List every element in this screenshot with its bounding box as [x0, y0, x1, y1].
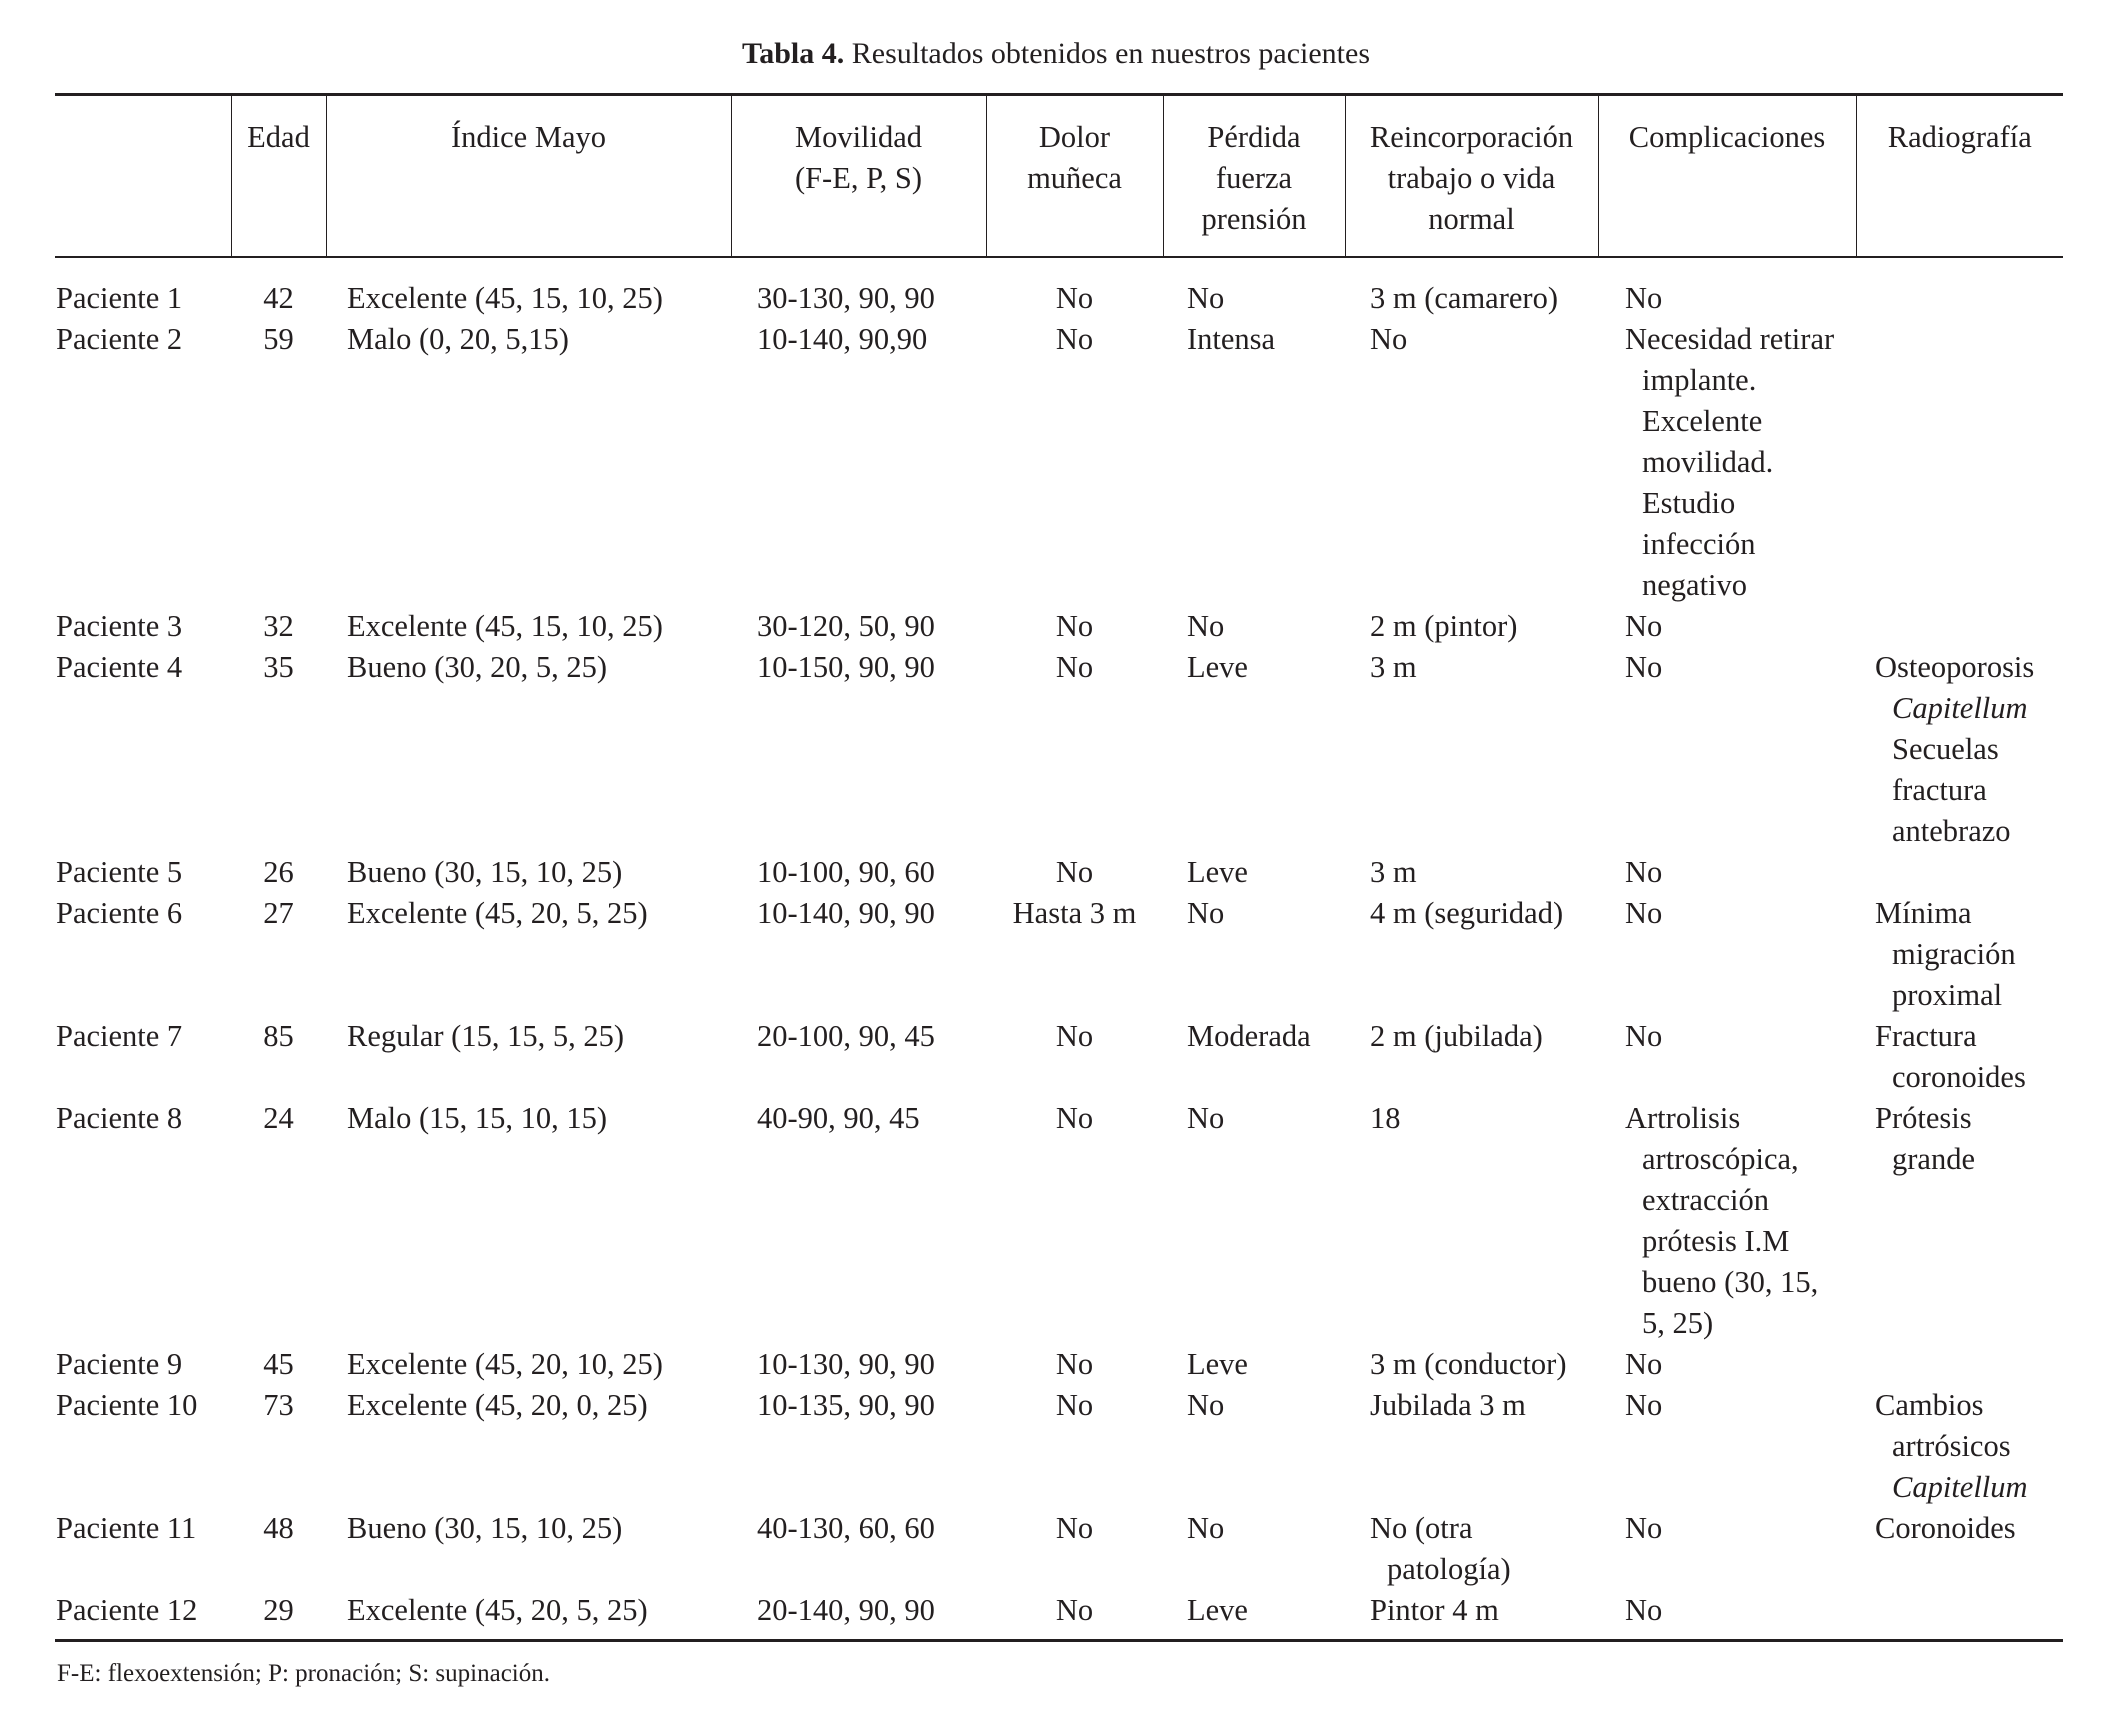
cell-line: 3 m (camarero)	[1370, 281, 1558, 315]
cell-dolor: No	[1055, 1101, 1094, 1135]
cell-line: 2 m (pintor)	[1370, 609, 1518, 643]
cell-line: Jubilada 3 m	[1370, 1388, 1526, 1422]
header-line: Edad	[247, 120, 310, 154]
table-row	[55, 647, 2063, 852]
cell-line: Pintor 4 m	[1370, 1593, 1499, 1627]
cell-edad: 27	[263, 896, 294, 930]
caption-text: Resultados obtenidos en nuestros pacientes	[851, 37, 1370, 70]
cell-movilidad: 10-140, 90, 90	[757, 896, 935, 930]
cell-line: 3 m	[1370, 855, 1417, 889]
cell-reincorporacion	[1345, 1590, 1598, 1641]
cell-line: negativo	[1642, 568, 1748, 602]
cell-indice-mayo: Bueno (30, 15, 10, 25)	[347, 855, 623, 889]
cell-line: No	[1625, 1511, 1663, 1545]
cell-fuerza: Leve	[1187, 650, 1248, 684]
cell-complicaciones	[1598, 1098, 1856, 1344]
cell-fuerza: No	[1187, 896, 1225, 930]
cell-line: Artrolisis	[1625, 1101, 1741, 1135]
header-radiografia	[1856, 95, 2063, 258]
cell-edad: 73	[263, 1388, 294, 1422]
table-row	[55, 1344, 2063, 1385]
header-movilidad	[731, 95, 986, 258]
header-line: Radiografía	[1887, 120, 2032, 154]
header-line: Reincorporación	[1369, 120, 1574, 154]
cell-indice-mayo: Excelente (45, 15, 10, 25)	[347, 609, 663, 643]
table-row	[55, 606, 2063, 647]
cell-line: Necesidad retirar	[1625, 322, 1835, 356]
cell-dolor: No	[1055, 1511, 1094, 1545]
cell-line: No (otra	[1370, 1511, 1473, 1545]
cell-edad: 45	[263, 1347, 294, 1381]
cell-paciente: Paciente 11	[56, 1511, 197, 1545]
cell-line: Capitellum	[1892, 691, 2028, 725]
cell-edad: 32	[263, 609, 294, 643]
cell-reincorporacion	[1345, 1344, 1598, 1385]
cell-radiografia	[1856, 1016, 2063, 1098]
cell-fuerza: No	[1187, 281, 1225, 315]
cell-line: artroscópica,	[1642, 1142, 1799, 1176]
cell-paciente: Paciente 4	[56, 650, 183, 684]
cell-movilidad: 20-100, 90, 45	[757, 1019, 935, 1053]
table-row	[55, 893, 2063, 1016]
cell-paciente: Paciente 12	[56, 1593, 198, 1627]
cell-paciente: Paciente 5	[56, 855, 183, 889]
cell-line: No	[1370, 322, 1408, 356]
cell-line: No	[1625, 1347, 1663, 1381]
table-footnote: F-E: flexoextensión; P: pronación; S: supinación.	[57, 1660, 550, 1687]
cell-fuerza: Moderada	[1187, 1019, 1311, 1053]
cell-dolor: No	[1055, 1593, 1094, 1627]
cell-line: prótesis I.M	[1642, 1224, 1790, 1258]
cell-indice-mayo: Excelente (45, 20, 10, 25)	[347, 1347, 663, 1381]
cell-line: No	[1625, 855, 1663, 889]
cell-dolor: No	[1055, 1347, 1094, 1381]
header-line: trabajo o vida	[1387, 161, 1556, 195]
table-row	[55, 1016, 2063, 1098]
cell-complicaciones	[1598, 893, 1856, 1016]
cell-line: Capitellum	[1892, 1470, 2028, 1504]
table-row	[55, 319, 2063, 606]
cell-reincorporacion	[1345, 1385, 1598, 1508]
table-caption	[0, 34, 2112, 74]
cell-line: Estudio	[1642, 486, 1736, 520]
cell-fuerza: No	[1187, 609, 1225, 643]
cell-complicaciones	[1598, 606, 1856, 647]
cell-line: No	[1625, 1593, 1663, 1627]
cell-line: 3 m (conductor)	[1370, 1347, 1567, 1381]
cell-indice-mayo: Regular (15, 15, 5, 25)	[347, 1019, 624, 1053]
results-table	[55, 93, 2063, 1642]
cell-reincorporacion	[1345, 647, 1598, 852]
cell-reincorporacion	[1345, 319, 1598, 606]
header-edad	[231, 95, 326, 258]
cell-radiografia	[1856, 606, 2063, 647]
cell-line: No	[1625, 609, 1663, 643]
cell-paciente: Paciente 6	[56, 896, 183, 930]
header-reincorporacion	[1345, 95, 1598, 258]
cell-movilidad: 30-120, 50, 90	[757, 609, 935, 643]
cell-movilidad: 40-130, 60, 60	[757, 1511, 935, 1545]
cell-radiografia	[1856, 893, 2063, 1016]
cell-line: Fractura	[1875, 1019, 1977, 1053]
cell-line: infección	[1642, 527, 1756, 561]
cell-line: No	[1625, 896, 1663, 930]
table-row	[55, 1385, 2063, 1508]
cell-fuerza: No	[1187, 1388, 1225, 1422]
cell-movilidad: 10-150, 90, 90	[757, 650, 935, 684]
cell-fuerza: Leve	[1187, 855, 1248, 889]
cell-paciente: Paciente 7	[56, 1019, 183, 1053]
cell-line: artrósicos	[1892, 1429, 2011, 1463]
cell-line: Secuelas	[1892, 732, 1999, 766]
cell-fuerza: No	[1187, 1101, 1225, 1135]
cell-line: grande	[1892, 1142, 1975, 1176]
cell-line: patología)	[1387, 1552, 1511, 1586]
header-line: muñeca	[1027, 161, 1122, 195]
cell-paciente: Paciente 1	[56, 281, 183, 315]
table-row	[55, 1098, 2063, 1344]
cell-movilidad: 10-135, 90, 90	[757, 1388, 935, 1422]
cell-reincorporacion	[1345, 1098, 1598, 1344]
cell-line: No	[1625, 281, 1663, 315]
cell-indice-mayo: Excelente (45, 20, 5, 25)	[347, 896, 648, 930]
header-line: Pérdida	[1207, 120, 1301, 154]
cell-line: extracción	[1642, 1183, 1770, 1217]
header-complicaciones	[1598, 95, 1856, 258]
cell-fuerza: Leve	[1187, 1593, 1248, 1627]
header-line: Índice Mayo	[451, 120, 606, 154]
cell-line: bueno (30, 15,	[1642, 1265, 1819, 1299]
cell-complicaciones	[1598, 1344, 1856, 1385]
cell-line: No	[1625, 1019, 1663, 1053]
cell-reincorporacion	[1345, 1016, 1598, 1098]
table-body	[55, 257, 2063, 1641]
table-row	[55, 1590, 2063, 1641]
cell-radiografia	[1856, 1098, 2063, 1344]
cell-indice-mayo: Excelente (45, 15, 10, 25)	[347, 281, 663, 315]
cell-line: migración	[1892, 937, 2016, 971]
cell-indice-mayo: Malo (0, 20, 5,15)	[347, 322, 569, 356]
cell-indice-mayo: Excelente (45, 20, 0, 25)	[347, 1388, 648, 1422]
cell-line: Excelente	[1642, 404, 1763, 438]
caption-label: Tabla 4.	[741, 37, 845, 70]
header-line: fuerza	[1215, 161, 1293, 195]
table-row	[55, 852, 2063, 893]
cell-reincorporacion	[1345, 606, 1598, 647]
cell-complicaciones	[1598, 1590, 1856, 1641]
cell-dolor: No	[1055, 609, 1094, 643]
cell-line: Cambios	[1875, 1388, 1984, 1422]
header-line: prensión	[1201, 202, 1307, 236]
cell-indice-mayo: Excelente (45, 20, 5, 25)	[347, 1593, 648, 1627]
cell-line: 2 m (jubilada)	[1370, 1019, 1543, 1053]
cell-edad: 35	[263, 650, 294, 684]
table-row	[55, 1508, 2063, 1590]
cell-reincorporacion	[1345, 257, 1598, 319]
cell-line: Coronoides	[1875, 1511, 2016, 1545]
cell-complicaciones	[1598, 319, 1856, 606]
cell-radiografia	[1856, 1385, 2063, 1508]
cell-movilidad: 10-100, 90, 60	[757, 855, 935, 889]
cell-radiografia	[1856, 257, 2063, 319]
cell-reincorporacion	[1345, 893, 1598, 1016]
cell-fuerza: Intensa	[1187, 322, 1276, 356]
cell-fuerza: No	[1187, 1511, 1225, 1545]
cell-paciente: Paciente 10	[56, 1388, 198, 1422]
cell-radiografia	[1856, 1344, 2063, 1385]
cell-line: No	[1625, 650, 1663, 684]
cell-line: implante.	[1642, 363, 1757, 397]
cell-movilidad: 30-130, 90, 90	[757, 281, 935, 315]
header-row	[55, 95, 2063, 258]
header-line: Complicaciones	[1628, 120, 1826, 154]
header-patient	[55, 95, 231, 258]
cell-radiografia	[1856, 319, 2063, 606]
cell-movilidad: 10-130, 90, 90	[757, 1347, 935, 1381]
cell-fuerza: Leve	[1187, 1347, 1248, 1381]
cell-edad: 26	[263, 855, 294, 889]
cell-dolor: No	[1055, 322, 1094, 356]
header-perdida-fuerza	[1163, 95, 1345, 258]
cell-radiografia	[1856, 1590, 2063, 1641]
cell-radiografia	[1856, 852, 2063, 893]
cell-dolor: Hasta 3 m	[1012, 896, 1137, 930]
cell-line: Mínima	[1875, 896, 1972, 930]
cell-paciente: Paciente 3	[56, 609, 183, 643]
cell-reincorporacion	[1345, 852, 1598, 893]
cell-indice-mayo: Bueno (30, 20, 5, 25)	[347, 650, 608, 684]
cell-edad: 42	[263, 281, 294, 315]
cell-line: No	[1625, 1388, 1663, 1422]
cell-paciente: Paciente 2	[56, 322, 183, 356]
cell-line: Osteoporosis	[1875, 650, 2035, 684]
cell-dolor: No	[1055, 1019, 1094, 1053]
cell-indice-mayo: Bueno (30, 15, 10, 25)	[347, 1511, 623, 1545]
cell-complicaciones	[1598, 257, 1856, 319]
cell-edad: 24	[263, 1101, 294, 1135]
cell-movilidad: 20-140, 90, 90	[757, 1593, 935, 1627]
cell-reincorporacion	[1345, 1508, 1598, 1590]
cell-edad: 59	[263, 322, 294, 356]
cell-line: antebrazo	[1892, 814, 2011, 848]
cell-line: 3 m	[1370, 650, 1417, 684]
cell-radiografia	[1856, 1508, 2063, 1590]
header-line: Movilidad	[794, 120, 923, 154]
cell-edad: 48	[263, 1511, 294, 1545]
cell-movilidad: 40-90, 90, 45	[757, 1101, 920, 1135]
cell-radiografia	[1856, 647, 2063, 852]
cell-complicaciones	[1598, 852, 1856, 893]
cell-line: fractura	[1892, 773, 1987, 807]
cell-edad: 29	[263, 1593, 294, 1627]
cell-line: Prótesis	[1875, 1101, 1972, 1135]
cell-line: proximal	[1892, 978, 2003, 1012]
cell-complicaciones	[1598, 647, 1856, 852]
cell-complicaciones	[1598, 1016, 1856, 1098]
cell-line: 5, 25)	[1642, 1306, 1714, 1340]
header-line: normal	[1428, 202, 1515, 236]
header-line: (F-E, P, S)	[794, 161, 923, 195]
cell-dolor: No	[1055, 281, 1094, 315]
header-indice-mayo	[326, 95, 731, 258]
cell-paciente: Paciente 8	[56, 1101, 183, 1135]
cell-line: coronoides	[1892, 1060, 2026, 1094]
cell-dolor: No	[1055, 650, 1094, 684]
header-line: Dolor	[1038, 120, 1111, 154]
cell-edad: 85	[263, 1019, 294, 1053]
cell-complicaciones	[1598, 1385, 1856, 1508]
cell-dolor: No	[1055, 855, 1094, 889]
cell-complicaciones	[1598, 1508, 1856, 1590]
cell-indice-mayo: Malo (15, 15, 10, 15)	[347, 1101, 608, 1135]
cell-dolor: No	[1055, 1388, 1094, 1422]
header-dolor-muneca	[986, 95, 1163, 258]
table-row	[55, 257, 2063, 319]
cell-line: 4 m (seguridad)	[1370, 896, 1564, 930]
cell-paciente: Paciente 9	[56, 1347, 183, 1381]
cell-line: 18	[1370, 1101, 1401, 1135]
cell-movilidad: 10-140, 90,90	[757, 322, 928, 356]
cell-line: movilidad.	[1642, 445, 1774, 479]
